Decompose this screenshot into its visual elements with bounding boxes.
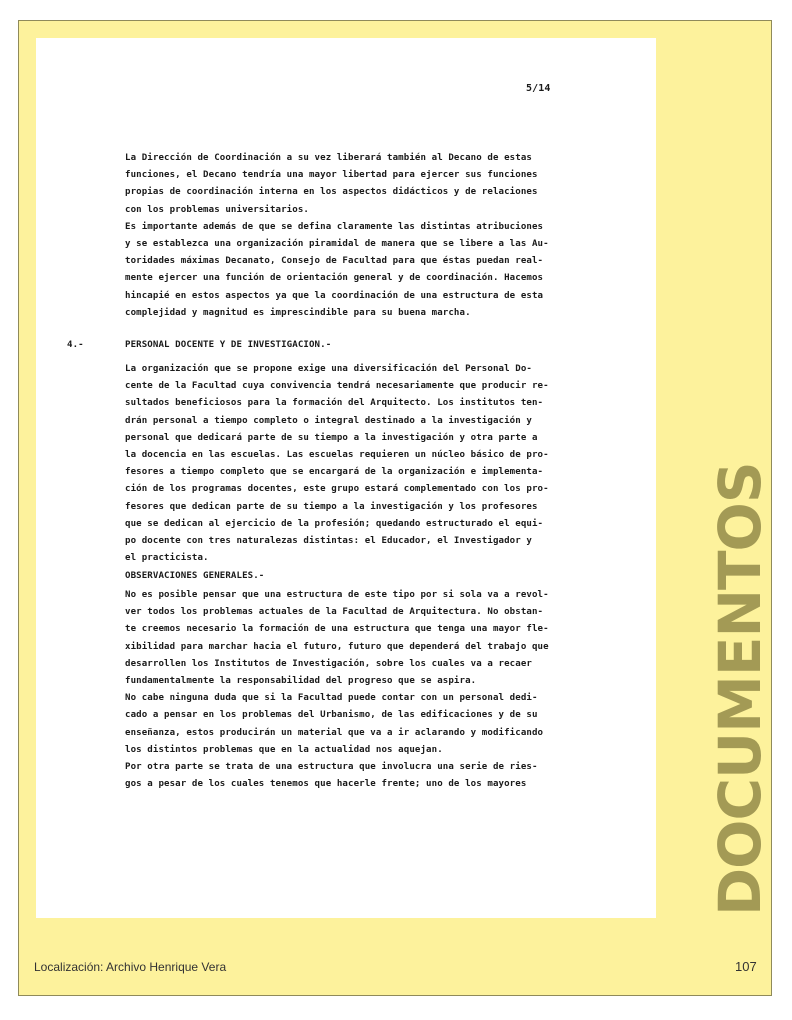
text-line: enseñanza, estos producirán un material que va a ir aclarando y modificando <box>125 727 544 738</box>
paragraph-observaciones <box>125 587 575 793</box>
text-line: ción de los programas docentes, este grupo estará complementado con los pro- <box>125 484 549 495</box>
section-number: 4.- <box>67 340 84 350</box>
sidebar-section-title: DOCUMENTOS <box>706 462 774 916</box>
text-line: No cabe ninguna duda que si la Facultad puede contar con un personal dedi- <box>125 693 538 704</box>
text-line: po docente con tres naturalezas distintas: el Educador, el Investigador y <box>125 535 532 546</box>
text-line: Por otra parte se trata de una estructura que involucra una serie de ries- <box>125 761 538 772</box>
paragraph-coordination <box>125 150 575 322</box>
text-line: sultados beneficiosos para la formación del Arquitecto. Los institutos ten- <box>125 398 544 409</box>
footer-page-number: 107 <box>735 959 757 974</box>
section-title: PERSONAL DOCENTE Y DE INVESTIGACION.- <box>125 340 332 350</box>
text-line: xibilidad para marchar hacia el futuro, futuro que dependerá del trabajo que <box>125 641 549 652</box>
text-line: cente de la Facultad cuya convivencia tendrá necesariamente que producir re- <box>125 381 549 392</box>
text-line: cado a pensar en los problemas del Urbanismo, de las edificaciones y de su <box>125 710 538 721</box>
text-line: el practicista. <box>125 553 209 564</box>
text-line: que se dedican al ejercicio de la profesión; quedando estructurado el equi- <box>125 518 544 529</box>
text-line: propias de coordinación interna en los aspectos didácticos y de relaciones <box>125 187 538 198</box>
text-line: mente ejercer una función de orientación general y de coordinación. Hacemos <box>125 273 544 284</box>
subheading-observaciones: OBSERVACIONES GENERALES.- <box>125 571 265 581</box>
paragraph-personal-docente <box>125 361 575 567</box>
text-line: los distintos problemas que en la actualidad nos aquejan. <box>125 744 443 755</box>
text-line: toridades máximas Decanato, Consejo de Facultad para que éstas puedan real- <box>125 256 544 267</box>
document-page-number: 5/14 <box>526 83 551 94</box>
text-line: te creemos necesario la formación de una estructura que tenga una mayor fle- <box>125 624 549 635</box>
text-line: personal que dedicará parte de su tiempo a la investigación y otra parte a <box>125 432 538 443</box>
text-line: No es posible pensar que una estructura de este tipo por si sola va a revol- <box>125 590 549 600</box>
text-line: Es importante además de que se defina claramente las distintas atribuciones <box>125 221 544 232</box>
text-line: fundamentalmente la responsabilidad del progreso que se aspira. <box>125 675 477 686</box>
text-line: desarrollen los Institutos de Investigación, sobre los cuales va a recaer <box>125 658 532 669</box>
text-line: hincapié en estos aspectos ya que la coordinación de una estructura de esta <box>125 290 544 301</box>
text-line: La organización que se propone exige una diversificación del Personal Do- <box>125 364 532 374</box>
text-line: complejidad y magnitud es imprescindible para su buena marcha. <box>125 307 471 318</box>
text-line: y se establezca una organización piramidal de manera que se libere a las Au- <box>125 238 549 249</box>
text-line: ver todos los problemas actuales de la Facultad de Arquitectura. No obstan- <box>125 607 544 618</box>
text-line: fesores a tiempo completo que se encargará de la organización e implementa- <box>125 467 544 478</box>
text-line: gos a pesar de los cuales tenemos que hacerle frente; uno de los mayores <box>125 779 527 790</box>
footer-source: Localización: Archivo Henrique Vera <box>34 960 227 974</box>
text-line: con los problemas universitarios. <box>125 204 309 215</box>
text-line: la docencia en las escuelas. Las escuelas requieren un núcleo básico de pro- <box>125 449 549 460</box>
text-line: fesores que dedican parte de su tiempo a la investigación y los profesores <box>125 501 538 512</box>
text-line: drán personal a tiempo completo o integral destinado a la investigación y <box>125 415 532 426</box>
text-line: funciones, el Decano tendría una mayor libertad para ejercer sus funciones <box>125 170 538 181</box>
text-line: La Dirección de Coordinación a su vez liberará también al Decano de estas <box>125 153 532 163</box>
